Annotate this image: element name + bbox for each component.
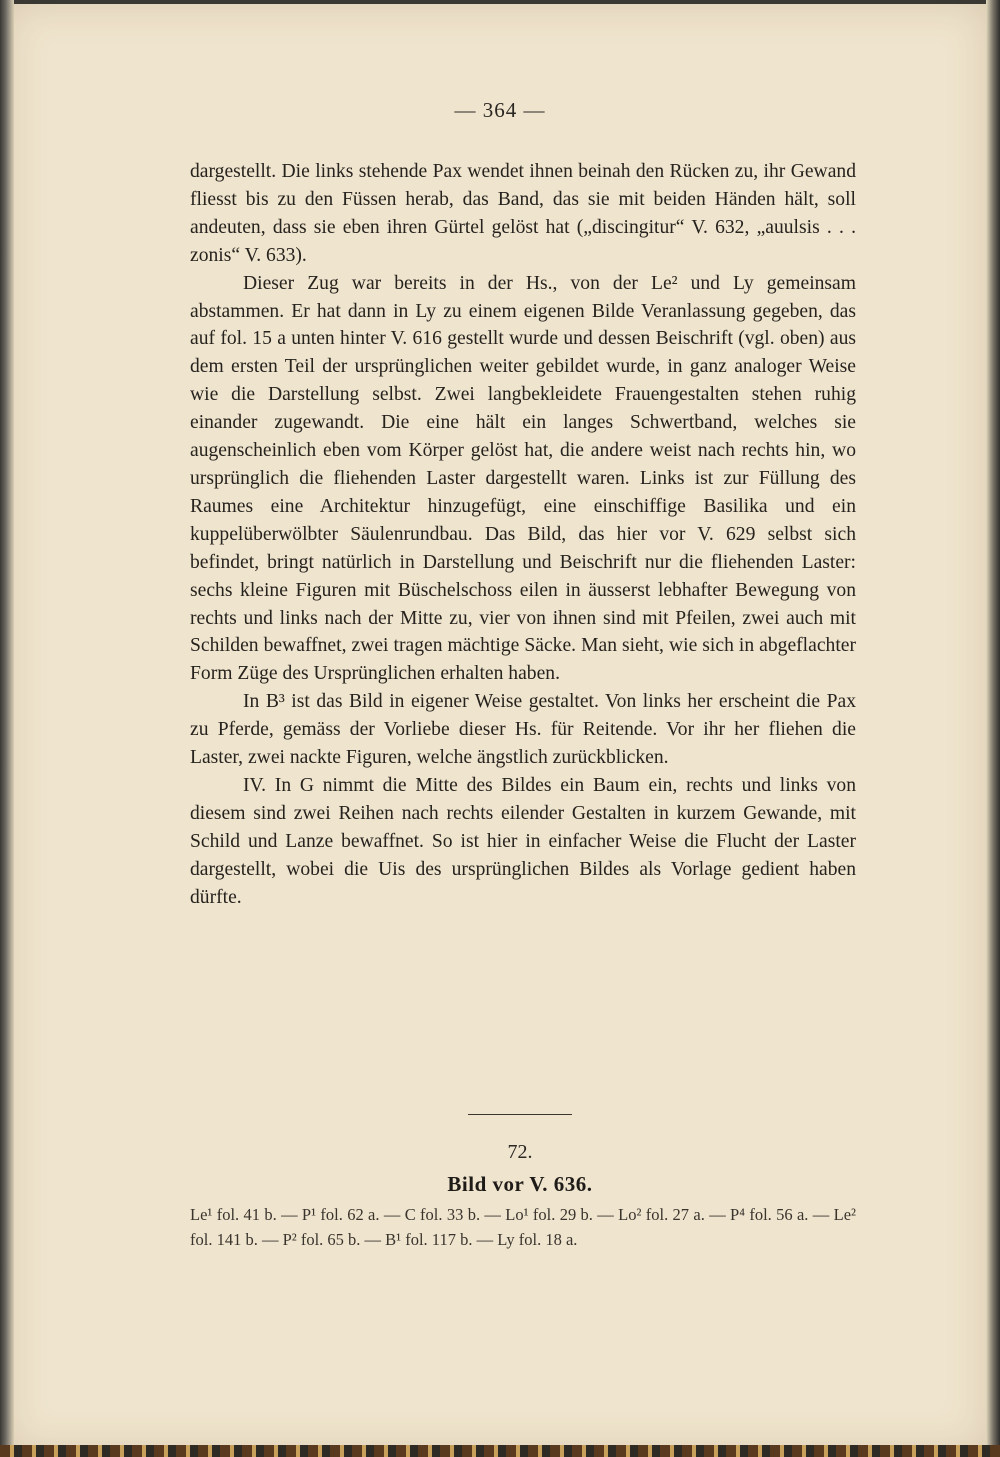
section-title: Bild vor V. 636. [447,1172,593,1196]
paragraph: IV. In G nimmt die Mitte des Bildes ein Baum ein, rechts und links von diesem sind zwei Reihen nach rechts eilender Gestalten in kurzem Gewande, mit Schild und Lanze bewaffnet. So ist hier in einfacher Weise die Flucht der Laster dargestellt, wobei die Uis des ursprünglichen Bildes als Vorlage gedient haben dürfte. [190,774,856,908]
binding-edge [0,0,14,1457]
manuscript-sources: Le¹ fol. 41 b. — P¹ fol. 62 a. — C fol. 33 b. — Lo¹ fol. 29 b. — Lo² fol. 27 a. — P⁴ fol. 56 a. — Le² fol. 141 b. — P² fol. 65 b. — B¹ fol. 117 b. — Ly fol. 18 a. [190,1205,856,1249]
page-number: — 364 — [454,98,546,122]
paragraph: In B³ ist das Bild in eigener Weise gestaltet. Von links her erscheint die Pax zu Pferde, gemäss der Vorliebe dieser Hs. für Reitende. Vor ihr her fliehen die Laster, zwei nackte Figuren, welche ängstlich zurückblicken. [190,691,856,769]
paragraph: dargestellt. Die links stehende Pax wendet ihnen beinah den Rücken zu, ihr Gewand fliesst bis zu den Füssen herab, das Band, das sie mit beiden Händen hält, soll andeuten, dass sie eben ihren Gürtel gelöst hat („discingitur“ V. 632, „auulsis . . . zonis“ V. 633). [190,161,856,266]
section-divider [468,1114,572,1115]
body-text [190,158,856,911]
section-number: 72. [507,1141,533,1163]
page-right-edge [986,0,1000,1457]
paragraph: Dieser Zug war bereits in der Hs., von der Le² und Ly gemeinsam abstammen. Er hat dann in Ly zu einem eigenen Bilde Veranlassung gegeben, das auf fol. 15 a unten hinter V. 616 gestellt wurde und dessen Beischrift (vgl. oben) aus dem ersten Teil der ursprünglichen weiter gebildet wurde, in ganz analoger Weise wie die Darstellung selbst. Zwei langbekleidete Frauengestalten stehen ruhig einander zugewandt. Die eine hält ein langes Schwertband, welches sie augenscheinlich eben vom Körper gelöst hat, die andere weist nach rechts hin, wo ursprünglich die fliehenden Laster dargestellt waren. Links ist zur Füllung des Raumes eine Architektur hinzugefügt, eine einschiffige Basilika und ein kuppelüberwölbter Säulenrundbau. Das Bild, das hier vor V. 629 selbst sich befindet, bringt natürlich in Darstellung und Beischrift nur die fliehenden Laster: sechs kleine Figuren mit Büschelschoss eilen in äusserst lebhafter Bewegung von rechts und links nach der Mitte zu, vier von ihnen sind mit Pfeilen, zwei auch mit Schilden bewaffnet, zwei tragen mächtige Säcke. Man sieht, wie sich in abgeflachter Form Züge des Ursprünglichen erhalten haben. [190,272,856,685]
book-bottom-edge [0,1445,1000,1457]
